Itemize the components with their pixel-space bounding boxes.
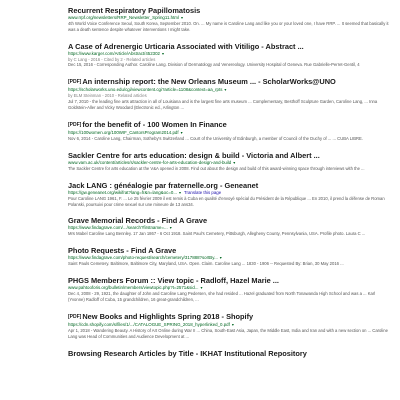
- result-title-text: Browsing Research Articles by Title - IKHAT Institutional Repository: [68, 349, 307, 359]
- translate-link[interactable]: Translate this page: [184, 189, 222, 195]
- result-title-text: Sackler Centre for arts education: design & build - Victoria and Albert ...: [68, 150, 320, 160]
- dropdown-caret-icon[interactable]: ▾: [169, 225, 172, 231]
- result-title-text: PHGS Members Forum :: View topic - Radloff, Hazel Marie ...: [68, 276, 279, 286]
- dropdown-caret-icon[interactable]: ▾: [219, 255, 222, 261]
- result-snippet: Pour Caroline LANG 1961, F. ... Le 25 février 2009 il est remis à Cuba en qualité d'envoyé spécial du Président de la République ... En 2010, il prend la défense de Roman Polanski, poursuivi pour crime sexuel sur une mineure de 13 ans34.: [68, 195, 385, 207]
- dropdown-caret-icon[interactable]: ▾: [178, 189, 181, 195]
- result-title-text: Grave Memorial Records - Find A Grave: [68, 216, 208, 226]
- result-url-text: https://gw.geneanet.org/wikifrat?lang=fr&n=lang&oc=0...: [68, 189, 177, 195]
- search-result: [68, 120, 393, 142]
- dropdown-caret-icon[interactable]: ▾: [233, 159, 236, 165]
- result-title-link[interactable]: [68, 312, 393, 322]
- result-snippet: Mrs Mabel Caroline Lang Bennley. 17 Jan 1867 - 6 Oct 1918. Saint Paul's Cemetery, Pittsburgh, Allegheny County, Pennsylvania, USA. Profile photo. Laura C ...: [68, 231, 366, 237]
- result-title-link[interactable]: [68, 216, 393, 225]
- result-url-text: https://100women.org/100WIF_CantorsProgram2014.pdf: [68, 129, 179, 135]
- result-snippet: Nov 6, 2014 - Caroline Lang, Chairman, Sotheby's Switzerland ... Court of the University of Edinburgh, a member of Council of the Duchy of ... ... CUBA LIBRE.: [68, 135, 363, 141]
- result-title-link[interactable]: [68, 276, 393, 285]
- result-title-text: Recurrent Respiratory Papillomatosis: [68, 6, 201, 15]
- result-title-link[interactable]: [68, 120, 393, 130]
- result-url-text: www.pahtooforis.org/bulletin/members/viewtopic.php?t=2571&sid...: [68, 285, 199, 291]
- result-title-text: Jack LANG : généalogie par fraternelle.org - Geneanet: [68, 180, 259, 190]
- file-type-tag: [PDF]: [68, 121, 82, 128]
- result-url-text: https://www.karger.com/Article/Abstract/452302: [68, 50, 160, 56]
- result-title-link[interactable]: [68, 6, 393, 15]
- result-title-text: Photo Requests - Find A Grave: [68, 246, 177, 256]
- result-snippet: Dec 15, 2016 - Corresponding Author. Caroline Lang. Division of Dermatology and Venereology. University Hospital of Geneva. Rue Gabrielle-Perret-Gentil, 4: [68, 62, 360, 68]
- search-result: [68, 246, 393, 267]
- search-result: [68, 42, 393, 68]
- result-snippet: Jul 7, 2010 - the leading fine arts attraction in all of Louisiana and is the largest fine arts museum ... Complementary, Besthoff Sculpture Garden, Caroline Lang, ... Inna Goldstein-Aller and Vicky Woodard (Electronic ed., Arlington ...: [68, 98, 378, 110]
- file-type-tag: [PDF]: [68, 79, 82, 86]
- result-url-text: www.rrpf.org/newsletters/RRP_Newsletter_Spring11.html: [68, 15, 179, 20]
- search-result: [68, 349, 393, 358]
- result-snippet: Saint Pauls Cemetery. Baltimore, Baltimore City, Maryland, USA. Open. Claim. Caroline Lang ... 1830 - 1906 -- Requested By: Brian, 30 May 2016 ...: [68, 261, 344, 267]
- result-snippet: Apr 1, 2018 - Wandering Beauty. A History of Art Online during War II ... China, South-East Asia, Japan, the Middle East, India and Iran and with a new section on ... Caroline Lang was Head of Communities and Audience Development at ...: [68, 328, 388, 340]
- result-title-text: New Books and Highlights Spring 2018 - Shopify: [82, 312, 254, 322]
- search-result: [68, 216, 393, 237]
- result-snippet: 4th World Voice Conference Seoul, South Korea, September 2010. On. ... My name is Caroline Lang and like you or your loved one, I have RRP. ... It seemed that basically it was a death sentence despite whatever interventions I might take.: [68, 21, 389, 32]
- search-results: [68, 6, 393, 367]
- result-url-text: https://cdn.shopify.com/s/files/1/.../CATALOGUE_SPRING_2018_hyperlinked_0.pdf: [68, 322, 230, 328]
- result-snippet: The Sackler Centre for arts education at the V&A opened in 2008. Find out about the design and build of this award-winning space through interviews with the ...: [68, 165, 365, 171]
- result-url-text: https://www.findagrave.com/photo-request/search/cemetery/317888?sortBy...: [68, 255, 218, 261]
- result-title-link[interactable]: [68, 181, 393, 190]
- result-title-text: An internship report: the New Orleans Museum ... - ScholarWorks@UNO: [82, 77, 336, 87]
- dropdown-caret-icon[interactable]: ▾: [231, 322, 234, 328]
- result-url-text: https://scholarworks.uno.edu/cgi/viewcontent.cgi?article=1108&context=aa_rpts: [68, 87, 223, 93]
- search-result: [68, 6, 393, 33]
- dropdown-caret-icon[interactable]: ▾: [224, 87, 227, 93]
- dropdown-caret-icon[interactable]: ▾: [180, 129, 183, 135]
- search-result: [68, 312, 393, 340]
- result-title-link[interactable]: [68, 151, 393, 160]
- result-url-text: www.vam.ac.uk/content/articles/s/sackler-centre-for-arts-education-design-and-build: [68, 159, 232, 165]
- result-title-text: A Case of Adrenergic Urticaria Associated with Vitiligo - Abstract ...: [68, 41, 304, 51]
- search-result: [68, 77, 393, 110]
- search-result: [68, 276, 393, 303]
- result-snippet: Dec 4, 2008 - 29, 1921, the daughter of John and Caroline Lang Pedersen, she had resided ... Hazel graduated from North Tonawanda High School and was a ... Karl (Yvonne) Radloff of Cuba, 15 grandchildren, 16 great-grandchildren, ...: [68, 291, 376, 303]
- result-title-text: for the benefit of - 100 Women In Finance: [82, 119, 227, 129]
- result-meta: by C Lang - 2016 - Cited by 2 - Related articles: [68, 56, 156, 62]
- search-result: [68, 181, 393, 208]
- dropdown-caret-icon[interactable]: ▾: [180, 15, 183, 20]
- dropdown-caret-icon[interactable]: ▾: [200, 285, 203, 291]
- dropdown-caret-icon[interactable]: ▾: [162, 50, 165, 56]
- result-title-link[interactable]: [68, 77, 393, 87]
- result-url-text: https://www.findagrave.com/.../search?firstname=...: [68, 225, 168, 231]
- search-result: [68, 151, 393, 172]
- result-title-link[interactable]: [68, 246, 393, 255]
- result-meta: by ELM Steinman - 2010 - Related articles: [68, 93, 147, 99]
- file-type-tag: [PDF]: [68, 314, 82, 321]
- result-title-link[interactable]: [68, 349, 393, 358]
- result-title-link[interactable]: [68, 42, 393, 51]
